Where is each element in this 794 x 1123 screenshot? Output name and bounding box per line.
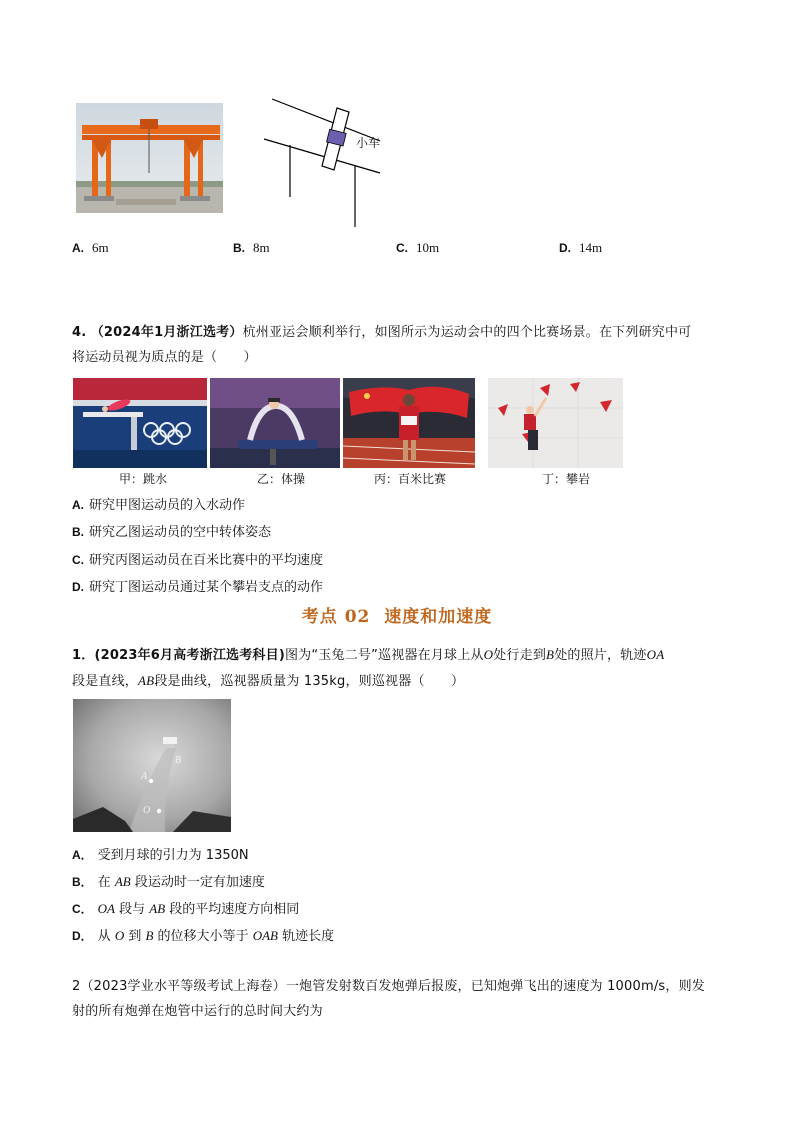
trolley-label: 小车: [356, 136, 381, 150]
climbing-photo: [488, 378, 623, 468]
track-diagram-svg: [262, 95, 387, 230]
q4-option-a[interactable]: A. 研究甲图运动员的入水动作: [72, 498, 246, 513]
q3-option-a[interactable]: A. 6m: [72, 240, 109, 255]
q4-option-c[interactable]: C. 研究丙图运动员在百米比赛中的平均速度: [72, 553, 324, 568]
sprint-photo: [343, 378, 475, 468]
s1-stem: [72, 642, 732, 694]
s1-option-d[interactable]: D． 从 O 到 B 的位移大小等于 OAB 轨迹长度: [72, 928, 335, 944]
gymnastics-image: [210, 378, 340, 468]
sprint-image: [343, 378, 475, 468]
q4-option-d[interactable]: D. 研究丁图运动员通过某个攀岩支点的动作: [72, 580, 324, 595]
q3-option-c[interactable]: C. 10m: [396, 240, 440, 255]
lunar-rover-photo: [73, 699, 231, 832]
s2-stem-line1: 2（2023学业水平等级考试上海卷）一炮管发射数百发炮弹后报废，已知炮弹飞出的速度为 1000m/s，则发: [72, 979, 705, 994]
q4-option-b[interactable]: B. 研究乙图运动员的空中转体姿态: [72, 525, 272, 540]
s1-stem-line2: 段是直线，AB段是曲线，巡视器质量为 135kg，则巡视器（ ）: [72, 673, 465, 689]
s1-option-b[interactable]: B． 在 AB 段运动时一定有加速度: [72, 874, 265, 890]
diving-photo: [73, 378, 207, 468]
climbing-image: [488, 378, 623, 468]
gymnastics-photo: [210, 378, 340, 468]
q3-option-b[interactable]: B. 8m: [233, 240, 270, 255]
diving-image: [73, 378, 207, 468]
section-heading: 考点 02 速度和加速度: [301, 607, 493, 627]
s2-stem: [72, 974, 740, 1024]
s1-stem-line1: 1．(2023年6月高考浙江选考科目)图为“玉兔二号”巡视器在月球上从O处行走到B处的照片，轨迹OA: [72, 647, 665, 663]
photo-label-a: A: [141, 771, 148, 782]
caption-climbing: 丁：攀岩: [541, 472, 590, 486]
photo-label-b: B: [175, 755, 182, 766]
trolley-track-diagram: [262, 95, 387, 230]
s1-option-a[interactable]: A． 受到月球的引力为 1350N: [72, 848, 249, 863]
q4-stem-line1: 4. （2024年1月浙江选考）杭州亚运会顺利举行，如图所示为运动会中的四个比赛场景。在下列研究中可: [72, 325, 692, 340]
lunar-rover-image: [73, 699, 231, 832]
gantry-crane-image: [76, 103, 223, 213]
q4-stem-line2: 将运动员视为质点的是（ ）: [72, 350, 257, 365]
photo-label-o: O: [143, 805, 151, 816]
s2-stem-line2: 射的所有炮弹在炮管中运行的总时间大约为: [72, 1004, 323, 1019]
caption-diving: 甲：跳水: [118, 472, 167, 486]
gantry-crane-photo: [76, 103, 223, 213]
caption-gymnastics: 乙：体操: [256, 472, 305, 486]
q4-stem: [72, 320, 732, 370]
q3-option-d[interactable]: D. 14m: [559, 240, 603, 255]
s1-option-c[interactable]: C． OA 段与 AB 段的平均速度方向相同: [72, 901, 300, 917]
caption-sprint: 丙：百米比赛: [373, 472, 446, 486]
